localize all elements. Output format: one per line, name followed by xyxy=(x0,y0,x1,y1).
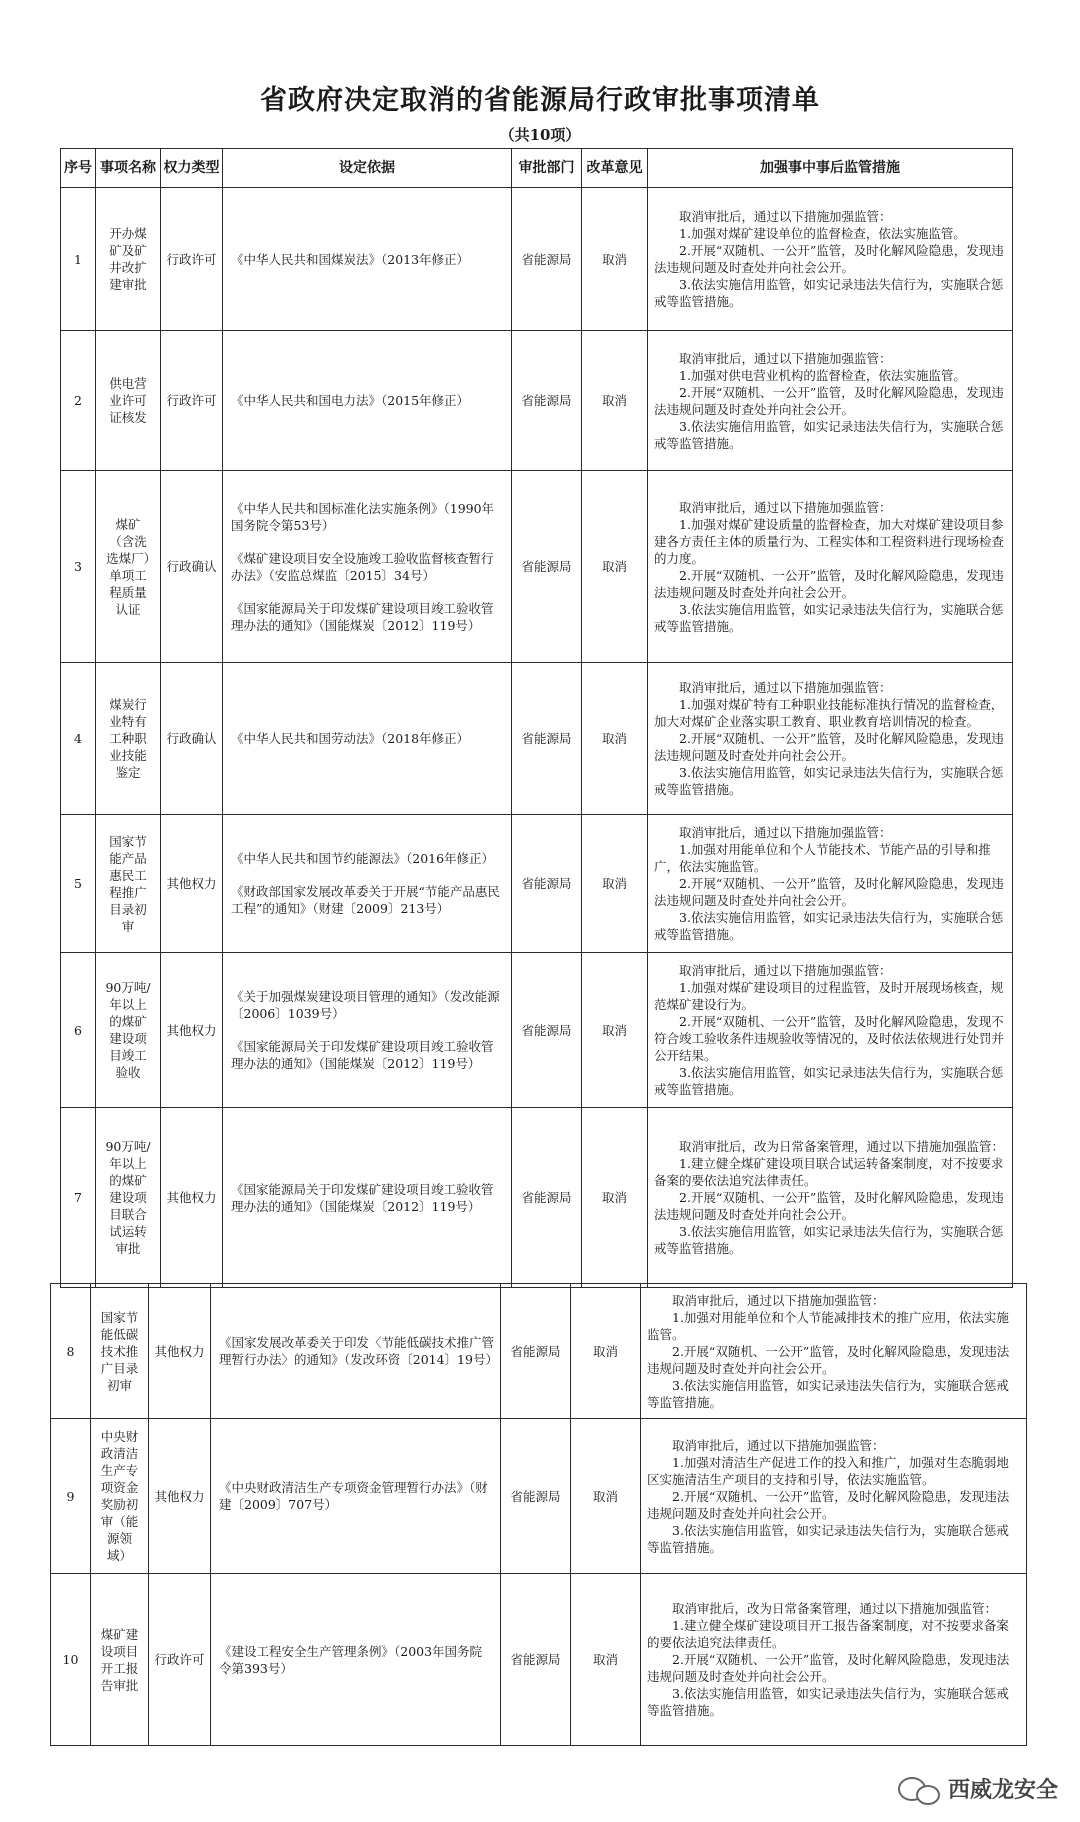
measure-text: 2.开展“双随机、一公开”监管，及时化解风险隐患，发现违法违规问题及时查处并向社会公开。 xyxy=(654,731,1004,763)
basis-text: 《中华人民共和国节约能源法》（2016年修正） xyxy=(231,851,495,866)
table-row xyxy=(61,953,1013,1108)
measure-text: 1.加强对用能单位和个人节能技术、节能产品的引导和推广，依法实施监管。 xyxy=(654,842,991,874)
measure-text: 1.加强对供电营业机构的监督检查，依法实施监管。 xyxy=(679,367,966,383)
measure-text: 1.加强对煤矿建设质量的监督检查，加大对煤矿建设项目参建各方责任主体的质量行为、工程实体和工程资料进行现场检查的力度。 xyxy=(654,516,1005,566)
row-number: 4 xyxy=(61,663,96,815)
measures-cell xyxy=(641,1574,1027,1746)
measure-text: 1.加强对煤矿建设项目的过程监管，及时开展现场核查，规范煤矿建设行为。 xyxy=(654,980,1004,1012)
row-number: 5 xyxy=(61,815,96,953)
basis-text: 《中华人民共和国标准化法实施条例》（1990年国务院令第53号） xyxy=(231,500,495,533)
basis-cell xyxy=(223,815,512,953)
power-type: 其他权力 xyxy=(161,815,223,953)
power-type: 其他权力 xyxy=(161,953,223,1108)
table-row xyxy=(61,1108,1013,1288)
measure-text: 3.依法实施信用监管，如实记录违法失信行为，实施联合惩戒等监管措施。 xyxy=(647,1522,1009,1555)
approval-dept: 省能源局 xyxy=(512,188,582,331)
measure-text: 取消审批后，通过以下措施加强监管： xyxy=(679,209,892,224)
measure-text: 2.开展“双随机、一公开”监管，及时化解风险隐患，发现违法违规问题及时查处并向社会公开。 xyxy=(647,1652,1010,1684)
basis-cell xyxy=(223,188,512,331)
row-number: 2 xyxy=(61,331,96,471)
item-name: 煤炭行业特有工种职业技能鉴定 xyxy=(96,663,161,815)
basis-text: 《国家发展改革委关于印发〈节能低碳技术推广管理暂行办法〉的通知》（发改环资〔2014〕19号） xyxy=(219,1335,498,1367)
approval-dept: 省能源局 xyxy=(512,953,582,1108)
measure-text: 2.开展“双随机、一公开”监管，及时化解风险隐患，发现违法违规问题及时查处并向社会公开。 xyxy=(647,1343,1010,1376)
reform-opinion: 取消 xyxy=(582,953,648,1108)
table-row xyxy=(61,331,1013,471)
power-type: 行政确认 xyxy=(161,663,223,815)
basis-cell xyxy=(223,1108,512,1288)
measures-cell xyxy=(648,471,1013,663)
measure-text: 取消审批后，改为日常备案管理，通过以下措施加强监管： xyxy=(679,1139,1005,1154)
measure-text: 3.依法实施信用监管，如实记录违法失信行为，实施联合惩戒等监管措施。 xyxy=(654,910,1004,942)
table-header-row xyxy=(61,149,1013,188)
measure-text: 1.建立健全煤矿建设项目联合试运转备案制度，对不按要求备案的要依法追究法律责任。 xyxy=(654,1156,1004,1188)
reform-opinion: 取消 xyxy=(571,1419,641,1574)
approval-items-table-continued xyxy=(50,1283,1027,1746)
measure-text: 3.依法实施信用监管，如实记录违法失信行为，实施联合惩戒等监管措施。 xyxy=(654,1224,1004,1256)
item-name: 90万吨/年以上的煤矿建设项目联合试运转审批 xyxy=(96,1108,161,1288)
row-number: 7 xyxy=(61,1108,96,1288)
basis-text: 《煤矿建设项目安全设施竣工验收监督核查暂行办法》（安监总煤监〔2015〕34号） xyxy=(231,550,494,583)
watermark-text: 西威龙安全 xyxy=(947,1778,1058,1803)
basis-text: 《国家能源局关于印发煤矿建设项目竣工验收管理办法的通知》（国能煤炭〔2012〕119号） xyxy=(231,600,494,633)
measure-text: 3.依法实施信用监管，如实记录违法失信行为，实施联合惩戒等监管措施。 xyxy=(654,1065,1004,1097)
power-type: 行政许可 xyxy=(149,1574,211,1746)
reform-opinion: 取消 xyxy=(571,1574,641,1746)
item-name: 供电营业许可证核发 xyxy=(96,331,161,471)
measure-text: 3.依法实施信用监管，如实记录违法失信行为，实施联合惩戒等监管措施。 xyxy=(647,1686,1009,1718)
reform-opinion: 取消 xyxy=(582,471,648,663)
measure-text: 取消审批后，通过以下措施加强监管： xyxy=(679,350,892,366)
header-dept: 审批部门 xyxy=(512,149,582,188)
approval-dept: 省能源局 xyxy=(501,1419,571,1574)
measure-text: 取消审批后，通过以下措施加强监管： xyxy=(672,1437,885,1453)
power-type: 行政许可 xyxy=(161,188,223,331)
item-name: 煤矿建设项目开工报告审批 xyxy=(91,1574,149,1746)
basis-cell xyxy=(211,1419,501,1574)
measure-text: 1.加强对煤矿特有工种职业技能标准执行情况的监督检查，加大对煤矿企业落实职工教育、职业教育培训情况的检查。 xyxy=(654,697,1004,729)
reform-opinion: 取消 xyxy=(582,331,648,471)
item-name: 90万吨/年以上的煤矿建设项目竣工验收 xyxy=(96,953,161,1108)
power-type: 行政许可 xyxy=(161,331,223,471)
measure-text: 2.开展“双随机、一公开”监管，及时化解风险隐患，发现违法违规问题及时查处并向社会公开。 xyxy=(647,1488,1010,1521)
measure-text: 1.加强对清洁生产促进工作的投入和推广，加强对生态脆弱地区实施清洁生产项目的支持和引导，依法实施监管。 xyxy=(647,1454,1009,1487)
reform-opinion: 取消 xyxy=(582,1108,648,1288)
item-name: 国家节能低碳技术推广目录初审 xyxy=(91,1284,149,1419)
measure-text: 3.依法实施信用监管，如实记录违法失信行为，实施联合惩戒等监管措施。 xyxy=(654,418,1004,451)
approval-dept: 省能源局 xyxy=(512,663,582,815)
power-type: 行政确认 xyxy=(161,471,223,663)
table-row xyxy=(61,188,1013,331)
measures-cell xyxy=(648,953,1013,1108)
measures-cell xyxy=(648,663,1013,815)
measure-text: 取消审批后，通过以下措施加强监管： xyxy=(672,1292,885,1308)
header-no: 序号 xyxy=(61,149,96,188)
table-row xyxy=(61,471,1013,663)
measures-cell xyxy=(648,815,1013,953)
power-type: 其他权力 xyxy=(149,1419,211,1574)
approval-dept: 省能源局 xyxy=(512,331,582,471)
table-row xyxy=(51,1284,1027,1419)
reform-opinion: 取消 xyxy=(582,815,648,953)
basis-text: 《国家能源局关于印发煤矿建设项目竣工验收管理办法的通知》（国能煤炭〔2012〕119号） xyxy=(231,1039,494,1071)
measure-text: 3.依法实施信用监管，如实记录违法失信行为，实施联合惩戒等监管措施。 xyxy=(654,277,1004,309)
measure-text: 1.加强对煤矿建设单位的监督检查，依法实施监管。 xyxy=(679,226,966,241)
measure-text: 3.依法实施信用监管，如实记录违法失信行为，实施联合惩戒等监管措施。 xyxy=(654,601,1004,634)
measure-text: 取消审批后，通过以下措施加强监管： xyxy=(679,680,892,695)
basis-cell xyxy=(211,1574,501,1746)
measure-text: 2.开展“双随机、一公开”监管，及时化解风险隐患，发现违法违规问题及时查处并向社会公开。 xyxy=(654,243,1004,275)
measure-text: 1.建立健全煤矿建设项目开工报告备案制度，对不按要求备案的要依法追究法律责任。 xyxy=(647,1618,1009,1650)
row-number: 8 xyxy=(51,1284,91,1419)
measures-cell xyxy=(641,1419,1027,1574)
item-name: 国家节能产品惠民工程推广目录初审 xyxy=(96,815,161,953)
approval-dept: 省能源局 xyxy=(501,1284,571,1419)
header-power-type: 权力类型 xyxy=(161,149,223,188)
measures-cell xyxy=(648,1108,1013,1288)
item-name: 开办煤矿及矿井改扩建审批 xyxy=(96,188,161,331)
measure-text: 2.开展“双随机、一公开”监管，及时化解风险隐患，发现违法违规问题及时查处并向社会公开。 xyxy=(654,876,1004,908)
basis-cell xyxy=(223,953,512,1108)
measure-text: 3.依法实施信用监管，如实记录违法失信行为，实施联合惩戒等监管措施。 xyxy=(647,1377,1009,1410)
row-number: 10 xyxy=(51,1574,91,1746)
watermark xyxy=(898,1773,1058,1804)
header-basis: 设定依据 xyxy=(223,149,512,188)
table-row xyxy=(61,663,1013,815)
approval-items-table xyxy=(60,148,1013,1288)
reform-opinion: 取消 xyxy=(582,663,648,815)
measures-cell xyxy=(648,331,1013,471)
table-row xyxy=(51,1419,1027,1574)
row-number: 9 xyxy=(51,1419,91,1574)
measure-text: 取消审批后，通过以下措施加强监管： xyxy=(679,825,892,840)
reform-opinion: 取消 xyxy=(571,1284,641,1419)
basis-text: 《中华人民共和国煤炭法》（2013年修正） xyxy=(231,251,470,267)
power-type: 其他权力 xyxy=(161,1108,223,1288)
measure-text: 取消审批后，改为日常备案管理，通过以下措施加强监管： xyxy=(672,1601,998,1616)
row-number: 3 xyxy=(61,471,96,663)
wechat-icon xyxy=(898,1775,944,1803)
approval-dept: 省能源局 xyxy=(501,1574,571,1746)
header-measures: 加强事中事后监管措施 xyxy=(648,149,1013,188)
basis-cell xyxy=(223,471,512,663)
measure-text: 1.加强对用能单位和个人节能减排技术的推广应用，依法实施监管。 xyxy=(647,1309,1009,1342)
header-item-name: 事项名称 xyxy=(96,149,161,188)
basis-cell xyxy=(223,663,512,815)
measures-cell xyxy=(641,1284,1027,1419)
table-row xyxy=(61,815,1013,953)
measure-text: 2.开展“双随机、一公开”监管，及时化解风险隐患，发现违法违规问题及时查处并向社会公开。 xyxy=(654,1190,1004,1222)
table-row xyxy=(51,1574,1027,1746)
measure-text: 取消审批后，通过以下措施加强监管： xyxy=(679,499,892,515)
document-title: 省政府决定取消的省能源局行政审批事项清单 xyxy=(260,85,820,116)
basis-cell xyxy=(211,1284,501,1419)
measures-cell xyxy=(648,188,1013,331)
basis-text: 《国家能源局关于印发煤矿建设项目竣工验收管理办法的通知》（国能煤炭〔2012〕119号） xyxy=(231,1181,494,1214)
header-opinion: 改革意见 xyxy=(582,149,648,188)
measure-text: 2.开展“双随机、一公开”监管，及时化解风险隐患，发现违法违规问题及时查处并向社会公开。 xyxy=(654,567,1004,600)
approval-dept: 省能源局 xyxy=(512,1108,582,1288)
measure-text: 3.依法实施信用监管，如实记录违法失信行为，实施联合惩戒等监管措施。 xyxy=(654,765,1004,797)
measure-text: 2.开展“双随机、一公开”监管，及时化解风险隐患，发现违法违规问题及时查处并向社会公开。 xyxy=(654,384,1004,417)
basis-cell xyxy=(223,331,512,471)
measure-text: 取消审批后，通过以下措施加强监管： xyxy=(679,963,892,978)
measure-text: 2.开展“双随机、一公开”监管，及时化解风险隐患，发现不符合竣工验收条件违规验收等情况的，及时依法依规进行处罚并公开结果。 xyxy=(654,1014,1005,1063)
basis-text: 《关于加强煤炭建设项目管理的通知》（发改能源〔2006〕1039号） xyxy=(231,989,500,1021)
basis-text: 《中华人民共和国电力法》（2015年修正） xyxy=(231,393,470,408)
item-name: 煤矿（含洗选煤厂）单项工程质量认证 xyxy=(96,471,161,663)
basis-text: 《财政部国家发展改革委关于开展“节能产品惠民工程”的通知》（财建〔2009〕213号） xyxy=(231,884,500,916)
approval-dept: 省能源局 xyxy=(512,471,582,663)
approval-dept: 省能源局 xyxy=(512,815,582,953)
row-number: 6 xyxy=(61,953,96,1108)
power-type: 其他权力 xyxy=(149,1284,211,1419)
basis-text: 《中央财政清洁生产专项资金管理暂行办法》（财建〔2009〕707号） xyxy=(219,1480,488,1512)
reform-opinion: 取消 xyxy=(582,188,648,331)
basis-text: 《中华人民共和国劳动法》（2018年修正） xyxy=(231,731,470,746)
document-subtitle: （共10项） xyxy=(499,126,581,144)
row-number: 1 xyxy=(61,188,96,331)
item-name: 中央财政清洁生产专项资金奖励初审（能源领域） xyxy=(91,1419,149,1574)
basis-text: 《建设工程安全生产管理条例》（2003年国务院令第393号） xyxy=(219,1643,483,1676)
